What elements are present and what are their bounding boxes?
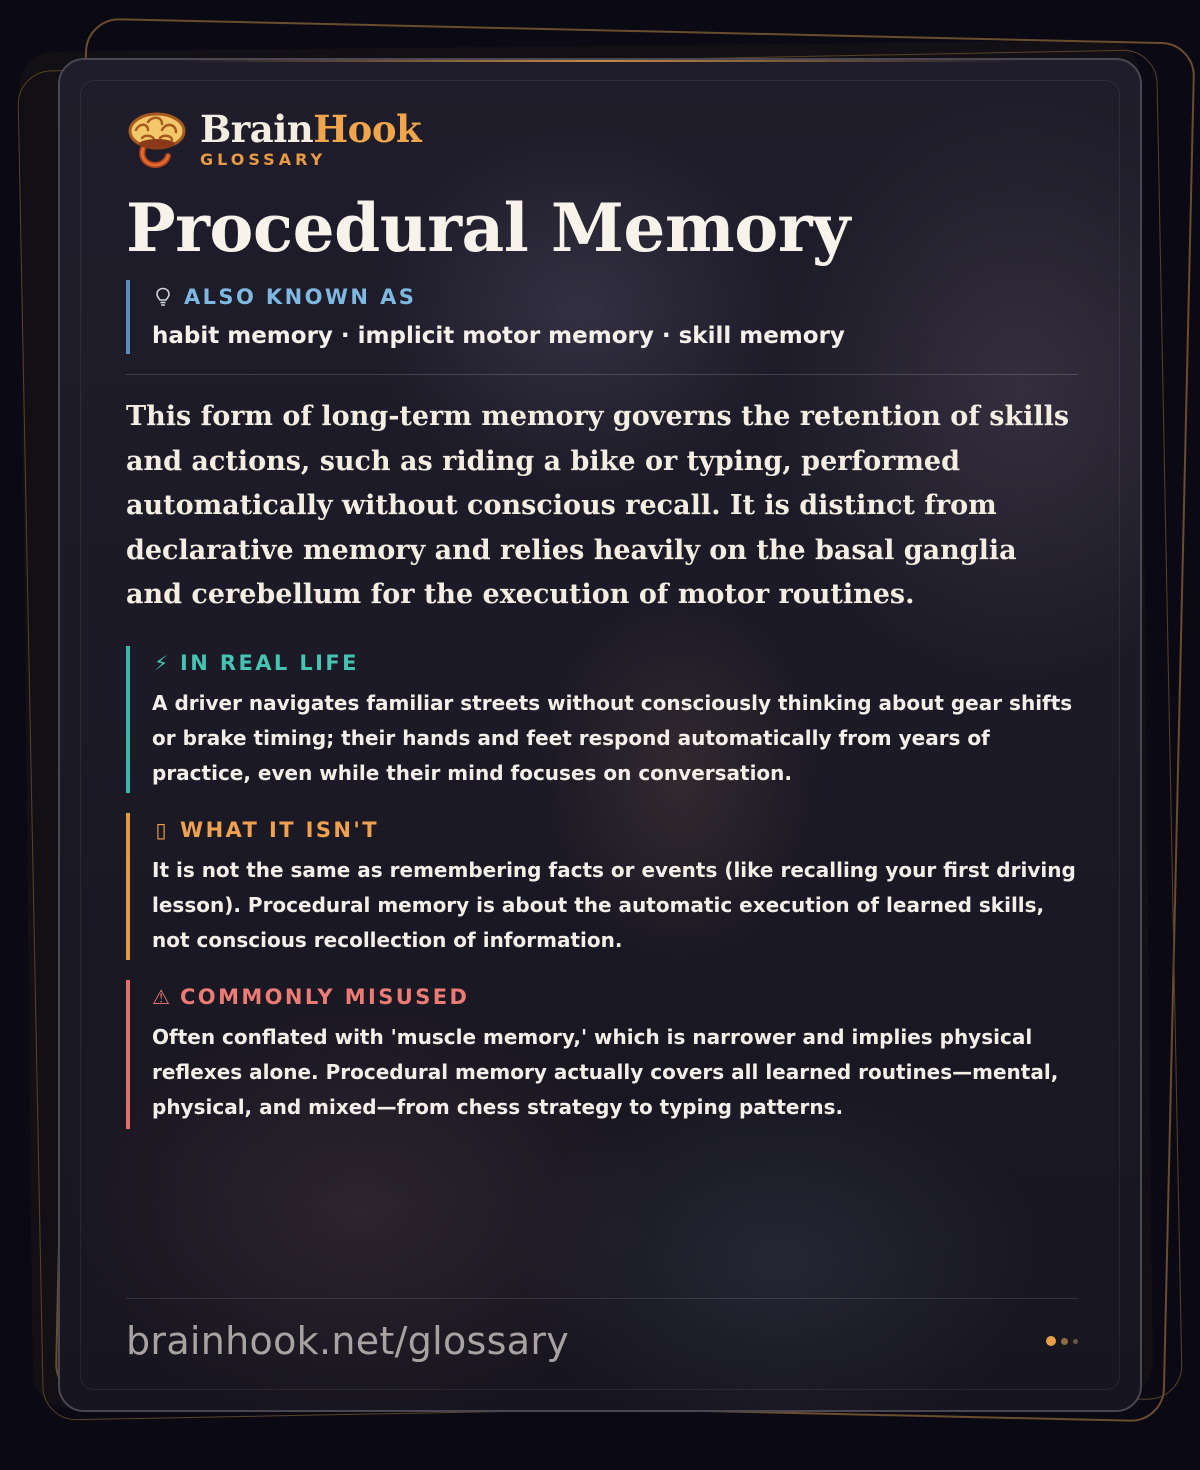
note-in-real-life (126, 646, 1078, 793)
brand-name (200, 109, 421, 149)
lightning-icon: ⚡ (153, 650, 169, 675)
note-text: Often conflated with 'muscle memory,' which is narrower and implies physical reflexes alone. Procedural memory actually covers all learned routines—mental, physical, and mixed—from chess strategy to typing patterns. (152, 1024, 1059, 1119)
term-title: Procedural Memory (126, 189, 850, 267)
glossary-card (58, 58, 1142, 1412)
card-content (126, 106, 1078, 1129)
lightbulb-icon (152, 286, 174, 308)
note-header (152, 815, 1078, 845)
missing-glyph-icon: ▯ (155, 817, 167, 842)
brand-header (126, 106, 1078, 172)
also-known-as-label: ALSO KNOWN AS (184, 285, 417, 309)
brand-text (200, 109, 421, 169)
also-known-as-header (152, 282, 1078, 312)
page-dot (1073, 1339, 1078, 1344)
page-dot-active (1046, 1336, 1056, 1346)
note-what-it-isnt (126, 813, 1078, 960)
note-label: IN REAL LIFE (180, 650, 359, 675)
page-indicator (1041, 1336, 1078, 1346)
warning-icon: ⚠ (152, 984, 170, 1009)
note-text: A driver navigates familiar streets without consciously thinking about gear shifts or brake timing; their hands and feet respond automatically from years of practice, even while their mind focuses on conversation. (152, 690, 1073, 785)
note-header (152, 648, 1078, 678)
also-known-as-value: habit memory · implicit motor memory · skill memory (152, 323, 845, 349)
brain-hook-icon (126, 108, 188, 170)
section-divider (126, 374, 1078, 375)
note-commonly-misused (126, 980, 1078, 1129)
also-known-as-block (126, 280, 1078, 354)
card-footer (126, 1298, 1078, 1363)
note-header (152, 982, 1078, 1012)
brand-subtitle: GLOSSARY (200, 150, 327, 169)
brand-name-part1: Brain (200, 107, 314, 151)
note-label: COMMONLY MISUSED (180, 984, 470, 1009)
footer-url[interactable]: brainhook.net/glossary (126, 1319, 570, 1363)
note-label: WHAT IT ISN'T (180, 817, 379, 842)
note-text: It is not the same as remembering facts or events (like recalling your first driving lesson). Procedural memory is about the automatic execution of learned skills, not conscious recollection of information. (152, 857, 1076, 952)
page-dot (1061, 1338, 1068, 1345)
term-definition: This form of long-term memory governs the retention of skills and actions, such as riding a bike or typing, performed automatically without conscious recall. It is distinct from declarative memory and relies heavily on the basal ganglia and cerebellum for the execution of motor routines. (126, 401, 1070, 610)
brand-name-part2: Hook (313, 107, 422, 151)
